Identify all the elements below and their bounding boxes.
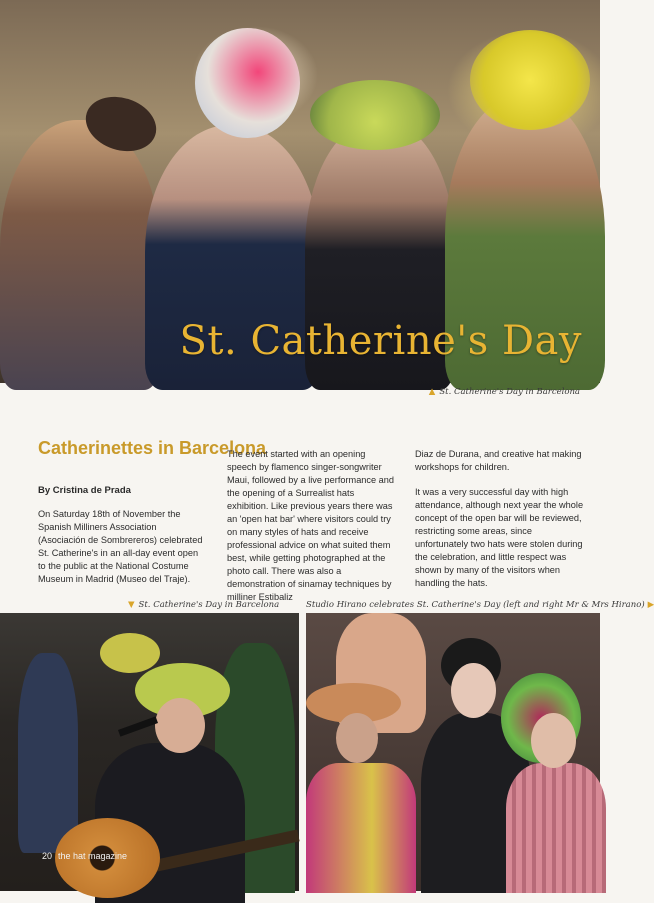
magazine-name: the hat magazine [58, 851, 128, 861]
photo-face [155, 698, 205, 753]
left-photo-caption [128, 600, 279, 610]
hero-person-1 [0, 120, 160, 390]
photo-figure [506, 763, 606, 893]
article-column-1 [38, 508, 203, 598]
article-column-2 [227, 448, 397, 616]
photo-hat [100, 633, 160, 673]
microphone-icon [118, 716, 158, 736]
hero-hat-4 [470, 30, 590, 130]
studio-hirano-photo [306, 613, 600, 891]
hero-photo [0, 0, 600, 383]
article-headline-text: Catherinettes in Barcelona [38, 438, 267, 458]
triangle-icon: ▶ [647, 600, 654, 610]
page-footer [42, 851, 127, 861]
hero-caption-text: St. Catherine's Day in Barcelona [439, 387, 580, 397]
page-number: 20 [42, 851, 53, 861]
photo-figure [18, 653, 78, 853]
triangle-icon: ▲ [428, 387, 436, 397]
photo-figure [306, 763, 416, 893]
article-column-3 [415, 448, 585, 602]
article-paragraph: Diaz de Durana, and creative hat making workshops for children. [415, 449, 582, 472]
article-byline: By Cristina de Prada [38, 485, 131, 496]
triangle-icon: ▼ [128, 600, 135, 610]
article-paragraph: It was a very successful day with high attendance, although next year the whole concept of the open bar will be reviewed, restricting some areas, since unfortunately two hats were stolen during the celebration, and little respect was shown by many of the visitors when handling the hats. [415, 487, 584, 588]
article-paragraph: On Saturday 18th of November the Spanish Milliners Association (Asociación de Sombrereros) celebrated St. Catherine's in an all-day event open to the public at the National Costume Museum in Madrid (Museo del Traje). [38, 509, 203, 584]
left-photo-caption-text: St. Catherine's Day in Barcelona [138, 600, 280, 610]
photo-face [336, 713, 378, 763]
hero-hat-2 [195, 28, 300, 138]
guitarist-photo [0, 613, 299, 891]
photo-face [451, 663, 496, 718]
hero-hat-3 [310, 80, 440, 150]
article-paragraph: The event started with an opening speech by flamenco singer-songwriter Maui, followed by a live performance and the opening of a Surrealist hats exhibition. Like previous years there was an 'open hat bar' where visitors could try on many styles of hats and receive professional advice on what suited them best, while getting photographed at the photo call. There was also a demonstration of sinamay techniques by milliner Estibaliz [227, 449, 394, 602]
photo-face [531, 713, 576, 768]
right-photo-caption [306, 600, 654, 610]
page-title: St. Catherine's Day [179, 318, 582, 364]
right-photo-caption-text: Studio Hirano celebrates St. Catherine's Day (left and right Mr & Mrs Hirano) [306, 600, 645, 610]
hero-caption [429, 387, 580, 397]
